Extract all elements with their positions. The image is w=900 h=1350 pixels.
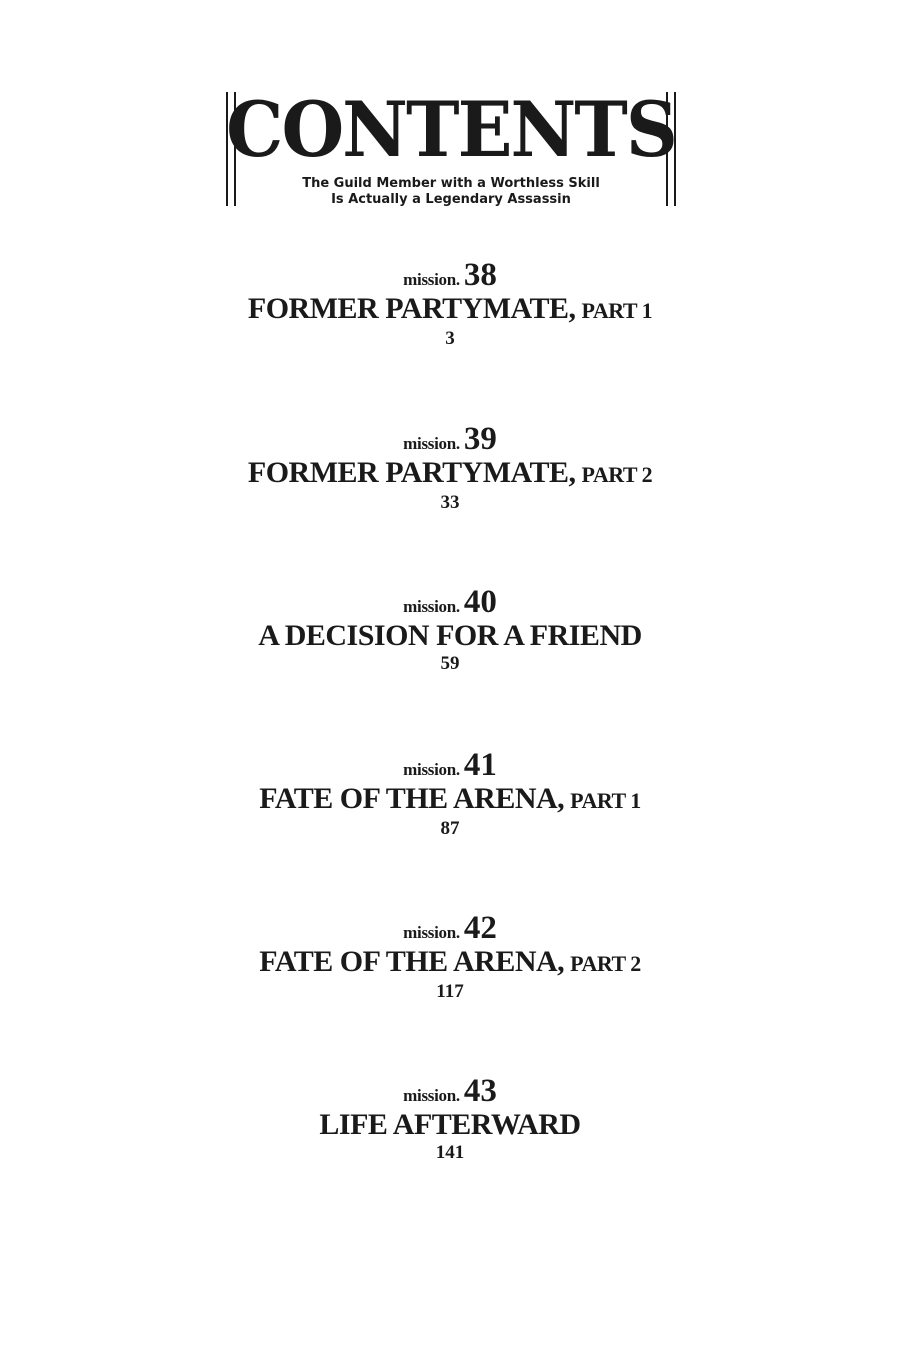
mission-label: mission. <box>403 760 460 779</box>
toc-entry-40[interactable] <box>0 584 900 676</box>
mission-heading <box>0 747 900 783</box>
contents-header <box>226 84 676 207</box>
chapter-title <box>0 620 900 652</box>
mission-label: mission. <box>403 923 460 942</box>
toc-entry-42[interactable] <box>0 910 900 1004</box>
page-number: 117 <box>436 981 464 1002</box>
chapter-title-text: FATE OF THE ARENA, <box>259 782 565 815</box>
page-number: 141 <box>435 1142 465 1163</box>
chapter-title <box>0 1109 900 1141</box>
page-number: 3 <box>445 328 455 349</box>
chapter-title <box>0 783 900 817</box>
chapter-title-text: A DECISION FOR A FRIEND <box>258 619 642 652</box>
chapter-part: PART 1 <box>581 298 653 323</box>
toc-entry-39[interactable] <box>0 421 900 515</box>
chapter-part: PART 2 <box>581 462 653 487</box>
mission-heading <box>0 257 900 293</box>
chapter-title <box>0 457 900 491</box>
mission-label: mission. <box>403 1086 460 1105</box>
toc-entry-38[interactable] <box>0 257 900 351</box>
mission-heading <box>0 910 900 946</box>
chapter-title-text: FORMER PARTYMATE, <box>247 456 576 489</box>
book-subtitle <box>226 176 676 208</box>
mission-heading <box>0 1073 900 1109</box>
mission-number: 43 <box>463 1073 497 1109</box>
subtitle-line-1: The Guild Member with a Worthless Skill <box>302 176 600 191</box>
chapter-title-text: FATE OF THE ARENA, <box>259 945 565 978</box>
chapter-title <box>0 293 900 327</box>
chapter-part: PART 1 <box>570 788 641 813</box>
chapter-title-text: LIFE AFTERWARD <box>319 1108 581 1141</box>
page-number: 33 <box>440 492 460 513</box>
mission-heading <box>0 584 900 620</box>
chapter-title <box>0 946 900 980</box>
mission-number: 41 <box>463 747 497 783</box>
chapter-title-text: FORMER PARTYMATE, <box>247 292 576 325</box>
page-title: CONTENTS <box>226 84 676 175</box>
toc-entry-41[interactable] <box>0 747 900 841</box>
mission-label: mission. <box>403 434 460 453</box>
mission-number: 40 <box>463 584 497 620</box>
mission-number: 39 <box>463 421 497 457</box>
mission-heading <box>0 421 900 457</box>
mission-number: 42 <box>463 910 497 946</box>
subtitle-line-2: Is Actually a Legendary Assassin <box>331 192 571 207</box>
chapter-part: PART 2 <box>570 951 641 976</box>
mission-number: 38 <box>463 257 497 293</box>
mission-label: mission. <box>403 597 460 616</box>
page-number: 87 <box>440 818 460 839</box>
mission-label: mission. <box>403 270 460 289</box>
toc-entry-43[interactable] <box>0 1073 900 1165</box>
page-number: 59 <box>440 653 460 674</box>
